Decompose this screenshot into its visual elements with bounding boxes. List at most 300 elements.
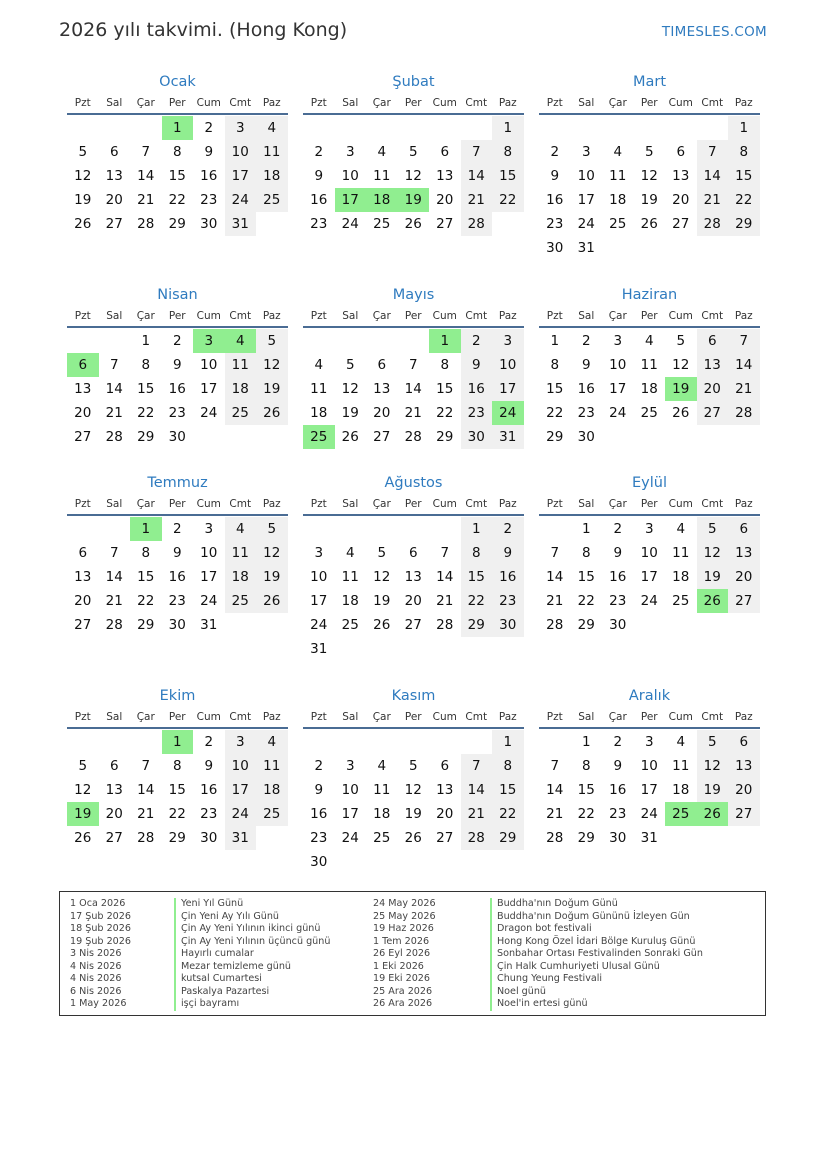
day-cell: 3 xyxy=(345,144,355,160)
empty-day-cell xyxy=(256,212,288,236)
day-cell: 6 xyxy=(440,758,450,774)
day-cell: 6 xyxy=(728,730,760,754)
day-cell: 9 xyxy=(314,168,324,184)
holiday-date: 19 Eki 2026 xyxy=(373,973,431,984)
day-cell: 9 xyxy=(613,758,623,774)
day-cell: 5 xyxy=(78,758,88,774)
day-cell: 29 xyxy=(728,212,760,236)
empty-day-cell xyxy=(429,730,461,754)
empty-day-cell xyxy=(728,613,760,637)
day-cell: 22 xyxy=(168,806,186,822)
day-cell: 11 xyxy=(640,357,658,373)
day-cell: 18 xyxy=(373,806,391,822)
week-row xyxy=(539,140,760,164)
day-cell: 15 xyxy=(492,778,524,802)
day-cell: 4 xyxy=(676,521,686,537)
legend-row xyxy=(373,998,763,1011)
empty-day-cell xyxy=(634,116,666,140)
empty-day-cell xyxy=(697,236,729,260)
day-cell: 26 xyxy=(74,830,92,846)
day-cell: 7 xyxy=(550,758,560,774)
holiday-day-cell: 17 xyxy=(335,188,367,212)
empty-day-cell xyxy=(461,637,493,661)
holiday-date: 1 Tem 2026 xyxy=(373,935,430,947)
day-cell: 11 xyxy=(256,754,288,778)
holiday-day-cell: 1 xyxy=(130,517,162,541)
day-cell: 7 xyxy=(141,144,151,160)
day-cell: 24 xyxy=(609,405,627,421)
page-title: 2026 yılı takvimi. (Hong Kong) xyxy=(59,19,348,41)
empty-day-cell xyxy=(602,425,634,449)
weekday-label: Paz xyxy=(262,310,281,322)
day-cell: 27 xyxy=(105,830,123,846)
day-cell: 13 xyxy=(373,381,391,397)
day-cell: 30 xyxy=(577,429,595,445)
day-cell: 2 xyxy=(581,333,591,349)
empty-day-cell xyxy=(99,116,131,140)
week-row xyxy=(303,353,524,377)
weekday-label: Pzt xyxy=(74,498,91,510)
weekday-label: Pzt xyxy=(546,711,563,723)
day-cell: 13 xyxy=(697,353,729,377)
day-cell: 28 xyxy=(404,429,422,445)
day-cell: 18 xyxy=(341,593,359,609)
day-cell: 22 xyxy=(137,405,155,421)
day-cell: 10 xyxy=(640,758,658,774)
empty-day-cell xyxy=(492,850,524,874)
empty-day-cell xyxy=(398,517,430,541)
empty-day-cell xyxy=(539,116,571,140)
week-row xyxy=(303,541,524,565)
day-cell: 25 xyxy=(640,405,658,421)
month-block xyxy=(303,284,524,449)
day-cell: 7 xyxy=(109,545,119,561)
day-cell: 24 xyxy=(225,802,257,826)
day-cell: 8 xyxy=(141,545,151,561)
day-cell: 7 xyxy=(461,140,493,164)
day-cell: 21 xyxy=(461,188,493,212)
day-cell: 27 xyxy=(74,617,92,633)
holiday-name: Hayırlı cumalar xyxy=(174,948,254,961)
day-cell: 8 xyxy=(581,545,591,561)
weekday-label: Sal xyxy=(106,97,123,109)
empty-day-cell xyxy=(728,425,760,449)
empty-day-cell xyxy=(225,425,257,449)
empty-day-cell xyxy=(697,425,729,449)
legend-row xyxy=(70,898,370,911)
day-cell: 7 xyxy=(109,357,119,373)
empty-day-cell xyxy=(398,637,430,661)
holiday-name: Mezar temizleme günü xyxy=(174,961,291,974)
holiday-day-cell: 19 xyxy=(665,377,697,401)
brand-link[interactable]: TIMESLES.COM xyxy=(661,24,767,40)
day-cell: 9 xyxy=(492,541,524,565)
holiday-day-cell: 1 xyxy=(429,329,461,353)
day-cell: 12 xyxy=(404,168,422,184)
day-cell: 2 xyxy=(492,517,524,541)
weekday-header xyxy=(67,707,288,729)
day-cell: 14 xyxy=(404,381,422,397)
week-row xyxy=(67,517,288,541)
empty-day-cell xyxy=(461,730,493,754)
week-row xyxy=(539,541,760,565)
day-cell: 16 xyxy=(168,381,186,397)
week-row xyxy=(303,778,524,802)
day-cell: 21 xyxy=(461,802,493,826)
month-name: Ağustos xyxy=(384,475,443,491)
week-row xyxy=(539,565,760,589)
weekday-label: Sal xyxy=(106,310,123,322)
holiday-day-cell: 1 xyxy=(162,730,194,754)
week-row xyxy=(303,329,524,353)
day-cell: 5 xyxy=(408,144,418,160)
day-cell: 15 xyxy=(168,168,186,184)
empty-day-cell xyxy=(99,517,131,541)
day-cell: 25 xyxy=(609,216,627,232)
day-cell: 1 xyxy=(492,730,524,754)
day-cell: 8 xyxy=(172,758,182,774)
empty-day-cell xyxy=(366,329,398,353)
holiday-day-cell: 4 xyxy=(225,329,257,353)
day-cell: 5 xyxy=(697,730,729,754)
empty-day-cell xyxy=(665,116,697,140)
day-cell: 20 xyxy=(373,405,391,421)
week-row xyxy=(303,164,524,188)
holiday-date: 1 Oca 2026 xyxy=(70,898,126,909)
empty-day-cell xyxy=(634,425,666,449)
legend-column-left xyxy=(70,898,370,1011)
week-row xyxy=(67,116,288,140)
week-row xyxy=(539,589,760,613)
week-row xyxy=(67,589,288,613)
day-cell: 4 xyxy=(314,357,324,373)
empty-day-cell xyxy=(461,116,493,140)
holiday-name: Dragon bot festivali xyxy=(490,923,592,936)
day-cell: 14 xyxy=(728,353,760,377)
holiday-name: işçi bayramı xyxy=(174,998,239,1011)
day-cell: 26 xyxy=(256,589,288,613)
month-block xyxy=(67,284,288,449)
weekday-label: Sal xyxy=(342,498,359,510)
day-cell: 9 xyxy=(314,782,324,798)
day-cell: 24 xyxy=(640,593,658,609)
month-name: Mart xyxy=(632,74,667,90)
weekday-label: Pzt xyxy=(310,498,327,510)
week-row xyxy=(303,565,524,589)
holiday-day-cell: 26 xyxy=(697,589,729,613)
day-cell: 7 xyxy=(408,357,418,373)
weekday-label: Pzt xyxy=(310,711,327,723)
day-cell: 29 xyxy=(577,830,595,846)
day-cell: 21 xyxy=(105,593,123,609)
day-cell: 23 xyxy=(168,593,186,609)
day-cell: 12 xyxy=(373,569,391,585)
weekday-label: Cmt xyxy=(465,310,488,322)
day-cell: 20 xyxy=(728,778,760,802)
day-cell: 13 xyxy=(672,168,690,184)
empty-day-cell xyxy=(539,517,571,541)
day-cell: 15 xyxy=(436,381,454,397)
day-cell: 19 xyxy=(74,192,92,208)
month-name: Ekim xyxy=(159,688,196,704)
holiday-day-cell: 25 xyxy=(303,425,335,449)
empty-day-cell xyxy=(634,613,666,637)
day-cell: 24 xyxy=(341,216,359,232)
day-cell: 6 xyxy=(377,357,387,373)
empty-day-cell xyxy=(67,329,99,353)
day-cell: 31 xyxy=(225,826,257,850)
day-cell: 2 xyxy=(204,120,214,136)
day-cell: 6 xyxy=(697,329,729,353)
empty-day-cell xyxy=(602,116,634,140)
day-cell: 2 xyxy=(314,144,324,160)
empty-day-cell xyxy=(697,116,729,140)
day-cell: 17 xyxy=(341,806,359,822)
day-cell: 14 xyxy=(546,569,564,585)
legend-row xyxy=(373,898,763,911)
day-cell: 11 xyxy=(256,140,288,164)
day-cell: 7 xyxy=(728,329,760,353)
day-cell: 23 xyxy=(492,589,524,613)
week-row xyxy=(539,517,760,541)
weekday-label: Per xyxy=(640,97,658,109)
empty-day-cell xyxy=(728,236,760,260)
weekday-label: Pzt xyxy=(74,97,91,109)
empty-day-cell xyxy=(366,637,398,661)
week-row xyxy=(303,116,524,140)
day-cell: 16 xyxy=(577,381,595,397)
day-cell: 29 xyxy=(461,613,493,637)
weekday-label: Çar xyxy=(136,310,155,322)
day-cell: 14 xyxy=(436,569,454,585)
empty-day-cell xyxy=(492,637,524,661)
day-cell: 28 xyxy=(436,617,454,633)
weekday-label: Pzt xyxy=(74,310,91,322)
day-cell: 30 xyxy=(168,429,186,445)
weekday-header xyxy=(539,93,760,115)
day-cell: 28 xyxy=(461,826,493,850)
day-cell: 15 xyxy=(137,569,155,585)
day-cell: 4 xyxy=(644,333,654,349)
day-cell: 19 xyxy=(697,565,729,589)
empty-day-cell xyxy=(335,637,367,661)
holiday-name: Hong Kong Özel İdari Bölge Kuruluş Günü xyxy=(490,936,695,949)
day-cell: 17 xyxy=(577,192,595,208)
day-cell: 4 xyxy=(377,758,387,774)
legend-row xyxy=(373,986,763,999)
day-cell: 5 xyxy=(256,517,288,541)
day-cell: 8 xyxy=(728,140,760,164)
holiday-date: 26 Ara 2026 xyxy=(373,998,433,1009)
day-cell: 16 xyxy=(609,569,627,585)
weekday-label: Cmt xyxy=(701,711,724,723)
day-cell: 4 xyxy=(613,144,623,160)
empty-day-cell xyxy=(256,425,288,449)
day-cell: 24 xyxy=(200,405,218,421)
weekday-label: Cum xyxy=(668,711,693,723)
day-cell: 9 xyxy=(613,545,623,561)
day-cell: 3 xyxy=(644,521,654,537)
empty-day-cell xyxy=(697,826,729,850)
day-cell: 21 xyxy=(546,593,564,609)
week-row xyxy=(539,778,760,802)
day-cell: 19 xyxy=(373,593,391,609)
day-cell: 29 xyxy=(436,429,454,445)
weekday-label: Cmt xyxy=(465,711,488,723)
day-cell: 25 xyxy=(225,589,257,613)
day-cell: 23 xyxy=(168,405,186,421)
weekday-label: Per xyxy=(404,310,422,322)
day-cell: 30 xyxy=(200,216,218,232)
day-cell: 27 xyxy=(672,216,690,232)
day-cell: 24 xyxy=(577,216,595,232)
legend-row xyxy=(70,973,370,986)
day-cell: 21 xyxy=(436,593,454,609)
month-name: Haziran xyxy=(621,287,678,303)
day-cell: 29 xyxy=(492,826,524,850)
day-cell: 28 xyxy=(546,830,564,846)
day-cell: 27 xyxy=(728,589,760,613)
weekday-header xyxy=(539,707,760,729)
day-cell: 22 xyxy=(577,593,595,609)
weekday-label: Cum xyxy=(432,498,457,510)
day-cell: 12 xyxy=(341,381,359,397)
day-cell: 18 xyxy=(225,565,257,589)
empty-day-cell xyxy=(366,116,398,140)
day-cell: 28 xyxy=(728,401,760,425)
empty-day-cell xyxy=(366,730,398,754)
holiday-date: 3 Nis 2026 xyxy=(70,948,122,959)
holiday-date: 6 Nis 2026 xyxy=(70,985,122,997)
weekday-label: Cum xyxy=(668,310,693,322)
weekday-label: Cum xyxy=(432,711,457,723)
day-cell: 1 xyxy=(492,116,524,140)
weekday-label: Çar xyxy=(372,97,391,109)
empty-day-cell xyxy=(665,826,697,850)
week-row xyxy=(303,826,524,850)
empty-day-cell xyxy=(665,425,697,449)
day-cell: 11 xyxy=(672,545,690,561)
week-row xyxy=(539,613,760,637)
week-row xyxy=(303,754,524,778)
legend-row xyxy=(70,961,370,974)
week-row xyxy=(539,212,760,236)
month-name: Aralık xyxy=(628,688,671,704)
weekday-label: Sal xyxy=(106,711,123,723)
holiday-day-cell: 19 xyxy=(398,188,430,212)
weekday-header xyxy=(539,494,760,516)
weekday-header xyxy=(303,306,524,328)
day-cell: 6 xyxy=(78,545,88,561)
week-row xyxy=(67,188,288,212)
empty-day-cell xyxy=(634,236,666,260)
day-cell: 10 xyxy=(577,168,595,184)
day-cell: 29 xyxy=(137,617,155,633)
day-cell: 9 xyxy=(204,758,214,774)
week-row xyxy=(539,802,760,826)
weekday-label: Cum xyxy=(196,711,221,723)
day-cell: 25 xyxy=(373,216,391,232)
day-cell: 1 xyxy=(581,521,591,537)
week-row xyxy=(67,140,288,164)
day-cell: 9 xyxy=(172,545,182,561)
day-cell: 10 xyxy=(341,168,359,184)
day-cell: 27 xyxy=(436,216,454,232)
day-cell: 26 xyxy=(341,429,359,445)
weekday-label: Çar xyxy=(608,498,627,510)
day-cell: 19 xyxy=(697,778,729,802)
day-cell: 5 xyxy=(377,545,387,561)
empty-day-cell xyxy=(99,730,131,754)
day-cell: 8 xyxy=(141,357,151,373)
day-cell: 29 xyxy=(137,429,155,445)
holiday-name: Çin Halk Cumhuriyeti Ulusal Günü xyxy=(490,961,660,974)
day-cell: 27 xyxy=(436,830,454,846)
day-cell: 24 xyxy=(640,806,658,822)
day-cell: 17 xyxy=(310,593,328,609)
week-row xyxy=(67,425,288,449)
day-cell: 9 xyxy=(550,168,560,184)
day-cell: 4 xyxy=(345,545,355,561)
holiday-day-cell: 6 xyxy=(67,353,99,377)
day-cell: 22 xyxy=(546,405,564,421)
day-cell: 22 xyxy=(728,188,760,212)
day-cell: 2 xyxy=(613,521,623,537)
weekday-label: Çar xyxy=(608,97,627,109)
day-cell: 20 xyxy=(404,593,422,609)
legend-row xyxy=(70,986,370,999)
day-cell: 20 xyxy=(436,806,454,822)
week-row xyxy=(67,329,288,353)
weekday-header xyxy=(539,306,760,328)
week-row xyxy=(67,212,288,236)
day-cell: 14 xyxy=(137,782,155,798)
empty-day-cell xyxy=(335,730,367,754)
day-cell: 6 xyxy=(109,144,119,160)
weekday-label: Pzt xyxy=(310,310,327,322)
day-cell: 26 xyxy=(404,216,422,232)
holiday-name: Buddha'nın Doğum Günü xyxy=(490,898,618,911)
day-cell: 22 xyxy=(492,188,524,212)
day-cell: 12 xyxy=(404,782,422,798)
day-cell: 8 xyxy=(172,144,182,160)
month-block xyxy=(303,472,524,661)
day-cell: 15 xyxy=(168,782,186,798)
day-cell: 30 xyxy=(492,613,524,637)
weekday-label: Cum xyxy=(432,310,457,322)
weekday-label: Çar xyxy=(608,711,627,723)
day-cell: 20 xyxy=(74,593,92,609)
day-cell: 10 xyxy=(492,353,524,377)
day-cell: 1 xyxy=(728,116,760,140)
day-cell: 8 xyxy=(461,541,493,565)
day-cell: 19 xyxy=(404,806,422,822)
week-row xyxy=(303,802,524,826)
weekday-label: Per xyxy=(168,310,186,322)
empty-day-cell xyxy=(665,236,697,260)
holiday-name: Çin Yeni Ay Yılı Günü xyxy=(174,911,279,924)
month-block xyxy=(303,685,524,874)
day-cell: 12 xyxy=(256,353,288,377)
day-cell: 29 xyxy=(168,830,186,846)
day-cell: 16 xyxy=(310,806,328,822)
empty-day-cell xyxy=(398,329,430,353)
holiday-day-cell: 1 xyxy=(162,116,194,140)
day-cell: 16 xyxy=(200,168,218,184)
day-cell: 30 xyxy=(609,830,627,846)
day-cell: 12 xyxy=(672,357,690,373)
week-row xyxy=(539,401,760,425)
